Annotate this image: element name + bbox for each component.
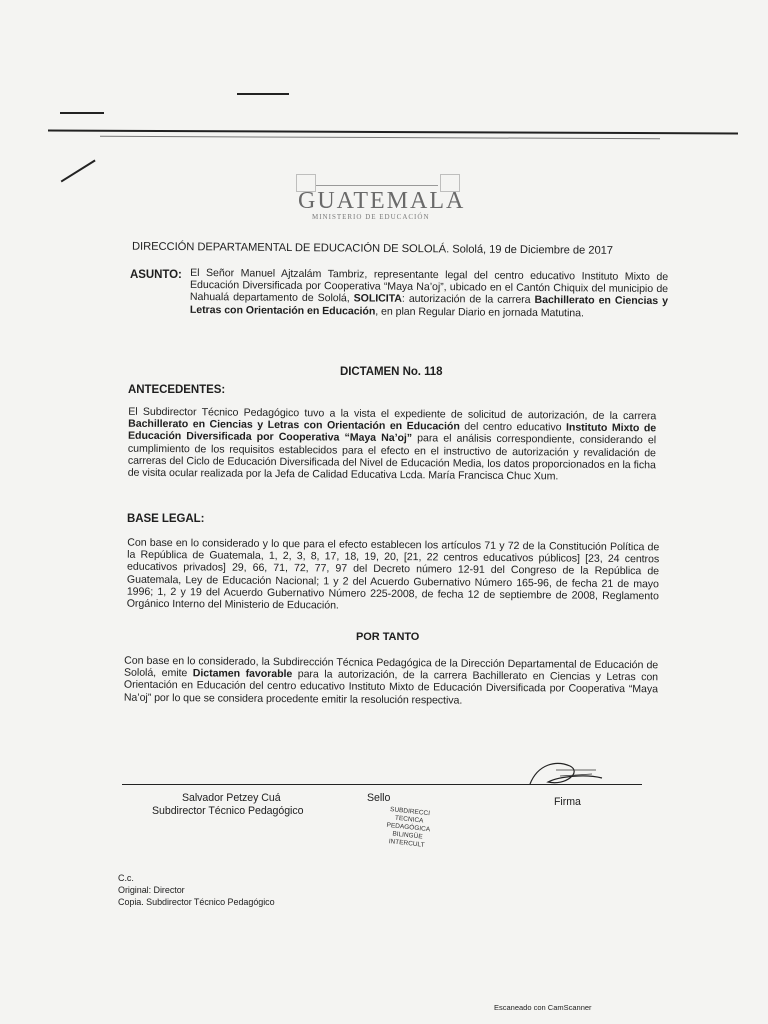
left-scan-mark: [60, 112, 104, 114]
dictamen-title: DICTAMEN No. 118: [340, 366, 443, 378]
top-rule: [48, 129, 738, 134]
intro-line: DIRECCIÓN DEPARTAMENTAL DE EDUCACIÓN DE SOLOLÁ. Sololá, 19 de Diciembre de 2017: [131, 240, 614, 257]
por-tanto-text: Con base en lo considerado, la Subdirección Técnica Pedagógica de la Dirección Departamental de Educación de Sololá, emite Dictamen favorable para la autorización, de la carrera Bachillerato en Ciencias y Letras con Orientación en Educación del centro educativo Instituto Mixto de Educación Diversificada por Cooperativa “Maya Na’oj” por lo que se considera procedente emitir la resolución respectiva.: [123, 654, 659, 707]
signer-name: Salvador Petzey Cuá: [182, 792, 281, 804]
logo-word: GUATEMALA: [298, 188, 466, 214]
firma-label: Firma: [554, 796, 581, 808]
cc-copia: Copia. Subdirector Técnico Pedagógico: [118, 897, 275, 907]
logo-subtitle: MINISTERIO DE EDUCACIÓN: [312, 213, 430, 221]
base-legal-heading: BASE LEGAL:: [127, 513, 205, 525]
por-tanto-heading: POR TANTO: [356, 631, 420, 643]
left-slash-mark: [61, 160, 96, 182]
signer-title: Subdirector Técnico Pedagógico: [152, 805, 304, 817]
top-rule-faint: [100, 136, 660, 139]
asunto-label: ASUNTO:: [130, 269, 182, 281]
sello-label: Sello: [367, 792, 391, 804]
cc-original: Original: Director: [118, 885, 185, 895]
top-dash-mark: [237, 93, 289, 95]
scanner-watermark: Escaneado con CamScanner: [494, 1003, 592, 1012]
asunto-text: El Señor Manuel Ajtzalám Tambriz, representante legal del centro educativo Instituto Mixto de Educación Diversificada por Cooperativa “Maya Na’oj”, ubicado en el Cantón Chiquix del municipio de Nahualá departamento de Sololá, SOLICITA: autorización de la carrera Bachillerato en Ciencias y Letras con Orientación en Educación, en plan Regular Diario en jornada Matutina.: [189, 266, 669, 319]
antecedentes-text: El Subdirector Técnico Pedagógico tuvo a la vista el expediente de solicitud de autorización, de la carrera Bachillerato en Ciencias y Letras con Orientación en Educación del centro educativo Instituto Mixto de Educación Diversificada por Cooperativa “Maya Na’oj” para el análisis correspondiente, considerando el cumplimiento de los requisitos establecidos para el efecto en el instructivo de autorización y revalidación de carreras del Ciclo de Educación Diversificada del Nivel de Educación Media, los datos proporcionados en la ficha de visita ocular realizada por la Jefa de Calidad Educativa Lcda. María Francisca Chuc Xum.: [127, 405, 657, 483]
handwritten-signature: [526, 756, 606, 796]
base-legal-text: Con base en lo considerado y lo que para el efecto establecen los artículos 71 y 72 de la Constitución Política de la República de Guatemala, 1, 2, 3, 8, 17, 18, 19, 20, [21, 22 centros educativos públicos] [23, 24 centros educativos privados] 29, 66, 71, 72, 77, 97 del Decreto número 12-91 del Congreso de la República de Guatemala, Ley de Educación Nacional; 1 y 2 del Acuerdo Gubernativo Número 165-96, de fecha 21 de mayo 1996; 1, 2 y 19 del Acuerdo Gubernativo Número 225-2008, de fecha 12 de septiembre de 2008, Reglamento Orgánico Interno del Ministerio de Educación.: [126, 536, 660, 612]
antecedentes-heading: ANTECEDENTES:: [128, 384, 226, 396]
official-seal: SUBDIRECCI TECNICA PEDAGÓGICA BILINGÜE INTERCULT: [386, 806, 431, 849]
cc-label: C.c.: [118, 873, 134, 883]
logo-top-rule: [316, 185, 438, 186]
